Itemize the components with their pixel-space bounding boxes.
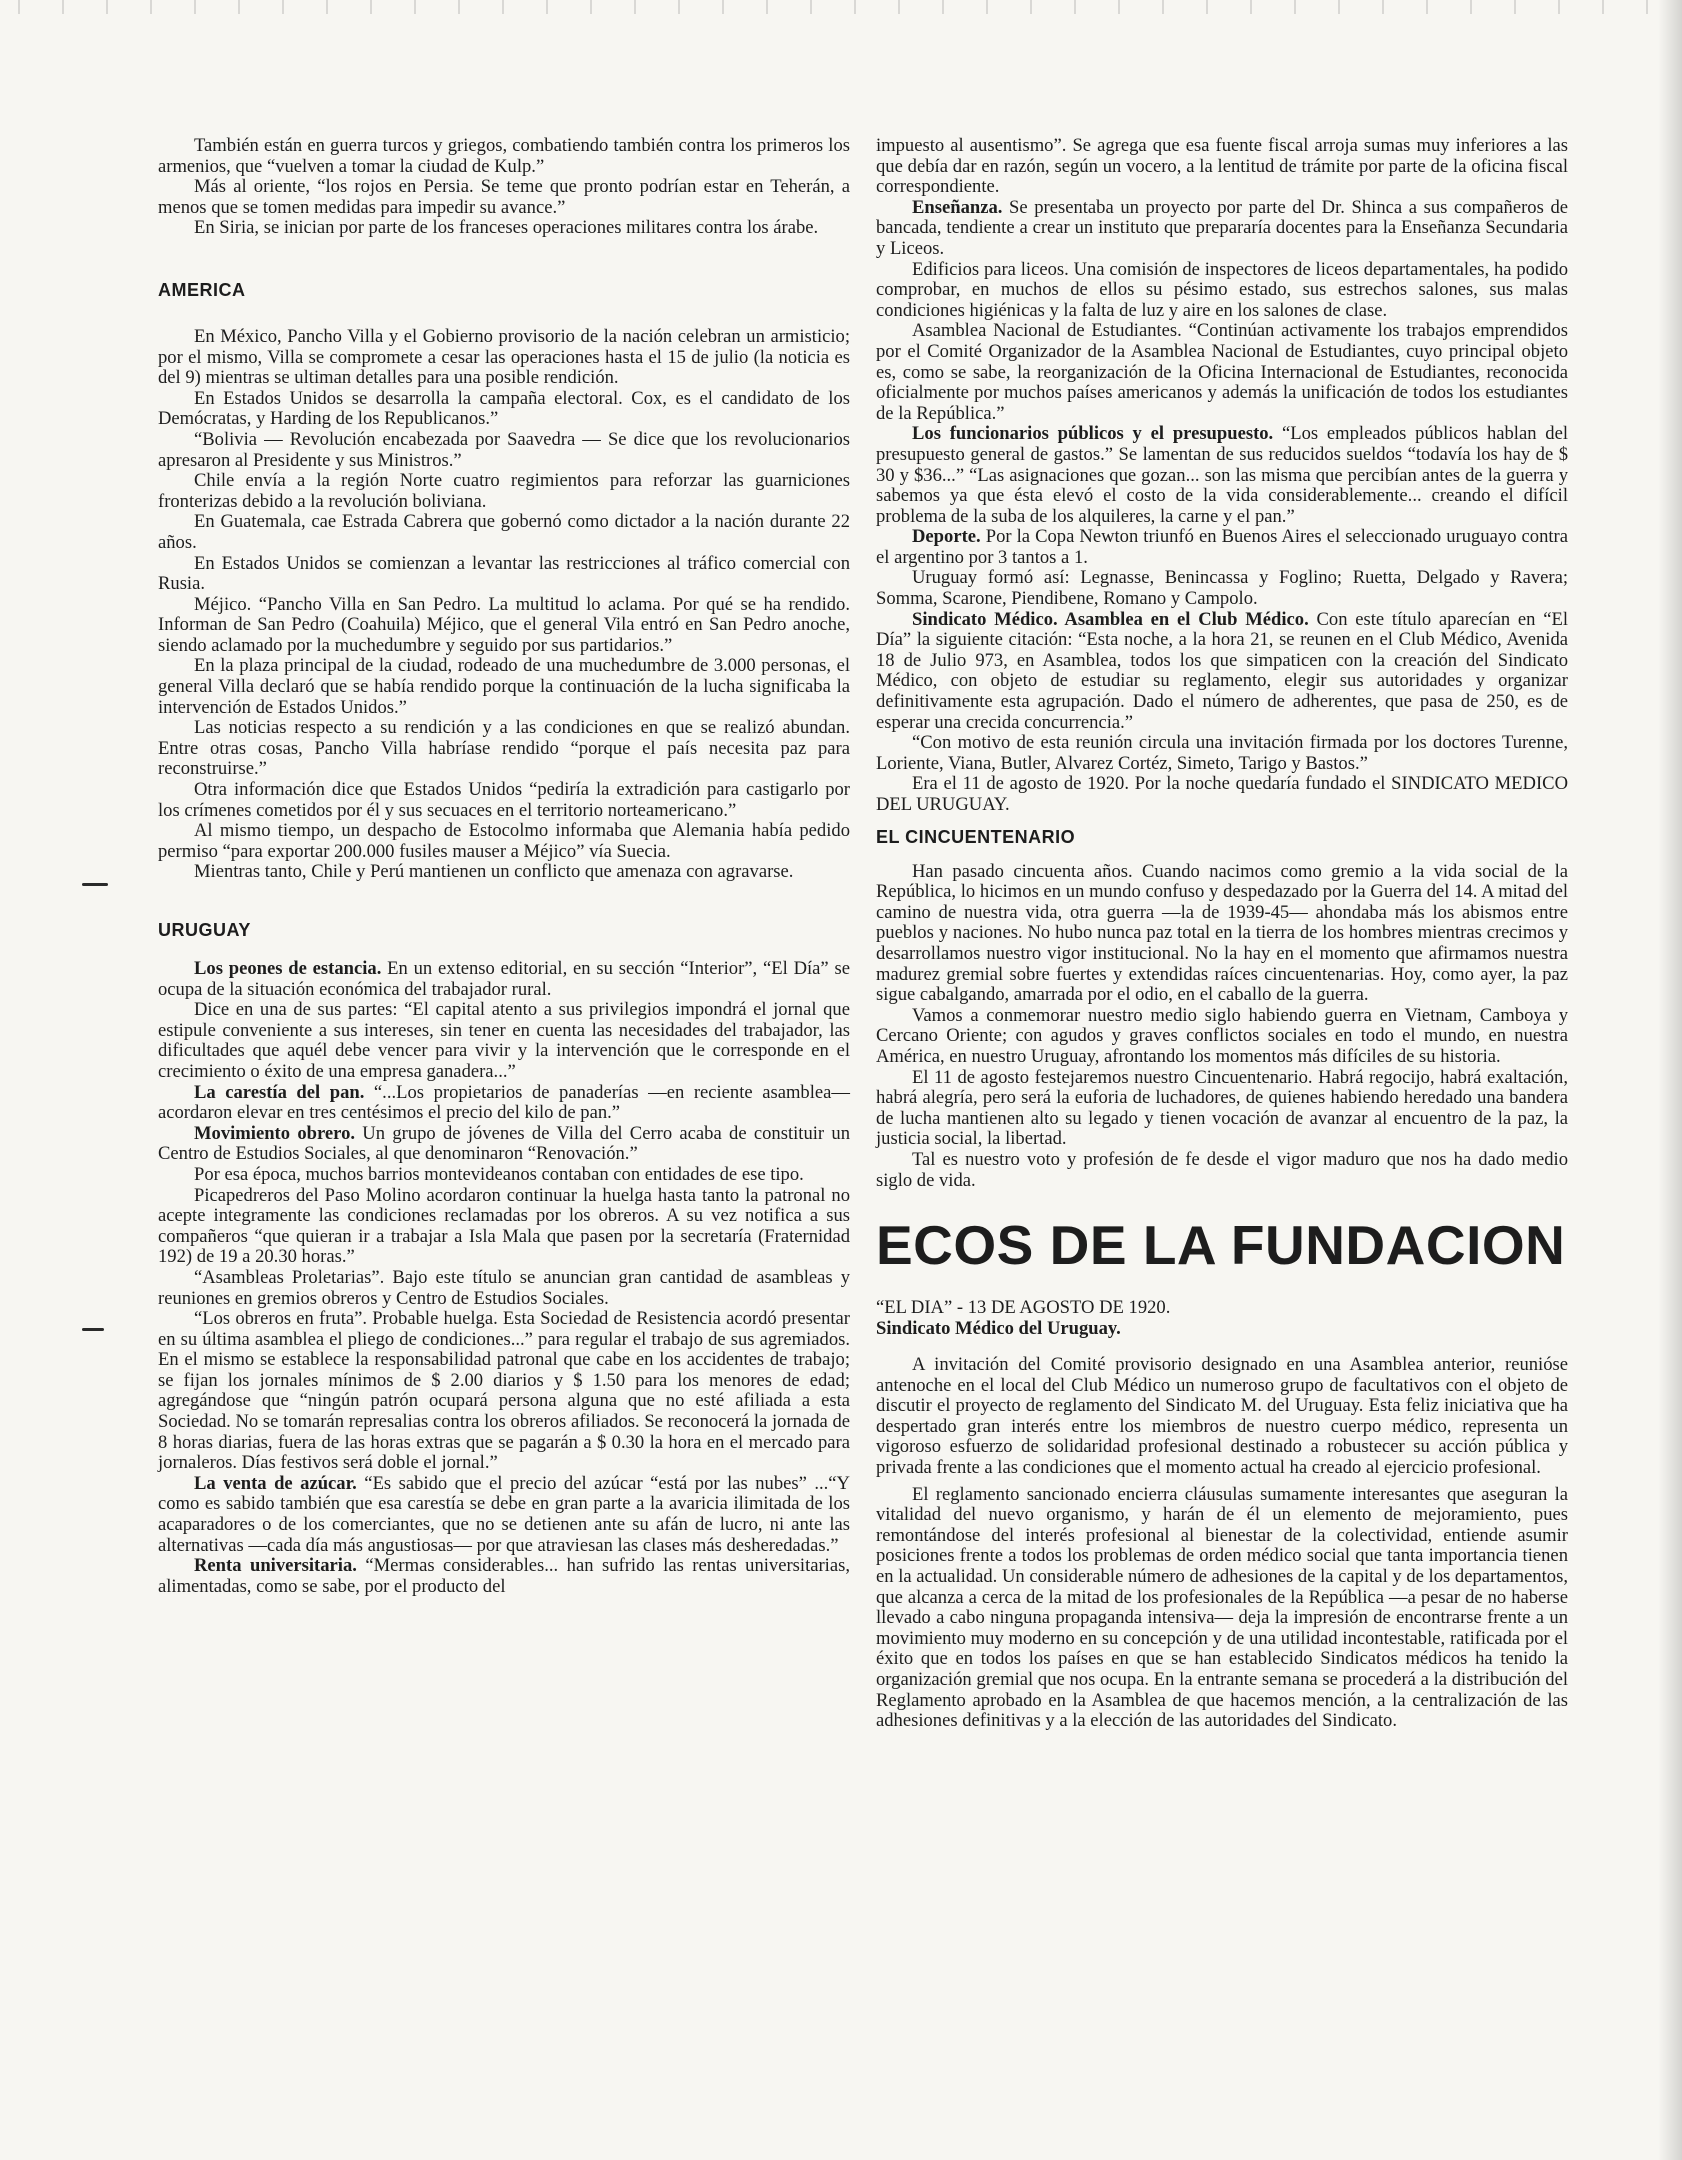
section-heading-uruguay: URUGUAY xyxy=(158,920,251,940)
ecos-paragraph: El reglamento sancionado encierra cláusulas sumamente interesantes que aseguran la vitalidad del nuevo organismo, y harán de él un elemento de mejoramiento, pues remontándose del interés profesional al bienestar de la colectividad, entiende asumir posiciones frente a todos los problemas de orden médico social que tanta importancia tienen en la actualidad. Un considerable número de adhesiones de la capital y de los departamentos, que alcanza a cerca de la mitad de los profesionales de la República —a pesar de no haberse llevado a cabo ninguna propaganda intensiva— deja la impresión de encontrarse frente a un movimiento muy moderno en su concepción y de una utilidad incontestable, ratificada por el éxito que en todos los países en que se han establecido Sindicatos médicos ha tenido la organización gremial que nos ocupa. En la entrante semana se procederá a la distribución del Reglamento aprobado en la Asamblea de que hacemos mención, a la centralización de las adhesiones definitivas y a la elección de las autoridades del Sindicato. xyxy=(876,1483,1568,1732)
america-paragraph: Las noticias respecto a su rendición y a las condiciones en que se realizó abundan. Entre otras cosas, Pancho Villa habríase rendido “porque el país necesita paz para reconstruirse.” xyxy=(158,717,850,780)
paragraph-lead: La carestía del pan. xyxy=(194,1081,365,1103)
ecos-paragraph: A invitación del Comité provisorio designado en una Asamblea anterior, reunióse antenoche en el local del Club Médico un numeroso grupo de facultativos con el objeto de discutir el proyecto de reglamento del Sindicato M. del Uruguay. Esta feliz iniciativa que ha despertado gran interés entre los miembros de nuestro cuerpo médico, representa un vigoroso esfuerzo de solidaridad profesional destinado a robustecer su acción pública y privada frente a las condiciones que el momento actual ha creado al ejercicio profesional. xyxy=(876,1354,1568,1479)
paragraph-text: Se presentaba un proyecto por parte del Dr. Shinca a sus compañeros de bancada, tendiente a crear un instituto que prepararía docentes para la Enseñanza Secundaria y Liceos. xyxy=(876,196,1568,259)
ecos-paragraphs xyxy=(876,1355,1568,1732)
uruguay-paragraph xyxy=(158,1083,850,1124)
america-paragraph: En la plaza principal de la ciudad, rodeado de una muchedumbre de 3.000 personas, el general Villa declaró que se había rendido porque la continuación de la lucha significaba la intervención de Estados Unidos.” xyxy=(158,655,850,718)
paragraph-text: Uruguay formó así: Legnasse, Benincassa y Foglino; Ruetta, Delgado y Ravera; Somma, Scarone, Piendibene, Romano y Campolo. xyxy=(876,567,1568,610)
left-column xyxy=(158,136,850,1597)
america-paragraph: Mientras tanto, Chile y Perú mantienen un conflicto que amenaza con agravarse. xyxy=(194,861,794,883)
paragraph-text: Dice en una de sus partes: “El capital atento a sus privilegios impondrá el jornal que estipule conveniente a sus intereses, sin tener en cuenta las necesidades del trabajador, las dificultades que aquél debe vencer para vivir y la intervención que le corresponde en el crecimiento o éxito de una empresa ganadera...” xyxy=(158,999,850,1082)
paragraph-text: Un grupo de jóvenes de Villa del Cerro acaba de constituir un Centro de Estudios Sociales, al que denominaron “Renovación.” xyxy=(158,1122,850,1165)
paragraph-text: “Con motivo de esta reunión circula una invitación firmada por los doctores Turenne, Loriente, Viana, Butler, Alvarez Cortéz, Simeto, Tarigo y Bastos.” xyxy=(876,732,1568,774)
paragraph-text: “Los obreros en fruta”. Probable huelga. Esta Sociedad de Resistencia acordó presentar en su última asamblea el pliego de condiciones...” para regular el trabajo de sus agremiados. En el mismo se establece la responsabilidad patronal que cabe en los accidentes de trabajo; se fijan los jornales mínimos de $ 2.00 diarios y $ 1.50 para los menores de edad; agregándose que “ningún patrón ocupará persona alguna que no esté afiliada a esta Sociedad. No se tomarán represalias contra los obreros afiliados. Se reconocerá la jornada de 8 horas diarias, fuera de las horas extras que se pagarán a $ 0.30 la hora en el mercado para jornaleros. Días festivos será doble el jornal.” xyxy=(158,1308,850,1474)
america-paragraph: En Guatemala, cae Estrada Cabrera que gobernó como dictador a la nación durante 22 años. xyxy=(158,511,850,553)
right-paragraph xyxy=(876,260,1568,322)
intro-paragraph: En Siria, se inician por parte de los franceses operaciones militares contra los árabe. xyxy=(194,217,819,239)
america-paragraph: En Estados Unidos se comienzan a levantar las restricciones al tráfico comercial con Rusia. xyxy=(158,552,850,595)
paragraph-text: “...Los propietarios de panaderías —en reciente asamblea— acordaron elevar en tres centésimos el precio del kilo de pan.” xyxy=(158,1081,850,1124)
paragraph-text: Con este título aparecían en “El Día” la siguiente citación: “Esta noche, a la hora 21, se reunen en el Club Médico, Avenida 18 de Julio 973, en Asamblea, todos los que simpaticen con la creación del Sindicato Médico, con objeto de estudiar su reglamento, elegir sus autoridades y organizar definitivamente esta agrupación. Dado el número de adherentes, que pasa de 250, es de esperar una crecida concurrencia.” xyxy=(876,608,1568,733)
uruguay-paragraph xyxy=(158,1474,850,1556)
right-paragraph xyxy=(876,198,1568,260)
paragraph-lead: Los peones de estancia. xyxy=(194,958,382,979)
america-paragraph: Chile envía a la región Norte cuatro regimientos para reforzar las guarniciones fronterizas debido a la revolución boliviana. xyxy=(158,470,850,512)
paragraph-text: Edificios para liceos. Una comisión de inspectores de liceos departamentales, ha podido comprobar, en muchos de ellos su pésimo estado, sus estrechos salones, sus malas condiciones higiénicas y la falta de luz y aire en los salones de clase. xyxy=(876,258,1568,321)
america-paragraph: En Estados Unidos se desarrolla la campaña electoral. Cox, es el candidato de los Demócratas, y Harding de los Republicanos.” xyxy=(158,387,850,430)
paragraph-text: Por esa época, muchos barrios montevideanos contaban con entidades de ese tipo. xyxy=(194,1163,804,1185)
right-column xyxy=(876,136,1568,1738)
uruguay-paragraph xyxy=(158,1556,850,1597)
paragraph-lead: Sindicato Médico. Asamblea en el Club Médico. xyxy=(912,608,1309,630)
paragraph-text: impuesto al ausentismo”. Se agrega que esa fuente fiscal arroja sumas muy inferiores a las que debía dar en razón, según un vocero, a la lentitud de trámite por parte de la oficina fiscal correspondiente. xyxy=(876,135,1568,198)
intro-paragraphs xyxy=(158,136,850,239)
uruguay-items xyxy=(158,959,850,1597)
america-paragraph: Méjico. “Pancho Villa en San Pedro. La multitud lo aclama. Por qué se ha rendido. Informan de San Pedro (Coahuila) Méjico, que el general Vila entró en San Pedro anoche, siendo aclamado por la muchedumbre y seguido por sus partidarios.” xyxy=(158,593,850,656)
intro-paragraph: Más al oriente, “los rojos en Persia. Se teme que pronto podrían estar en Teherán, a menos que se tomen medidas para impedir su avance.” xyxy=(158,176,850,218)
uruguay-paragraph xyxy=(158,1309,850,1474)
right-paragraph xyxy=(876,774,1568,815)
cincuentenario-paragraphs xyxy=(876,862,1568,1192)
right-paragraph xyxy=(876,568,1568,609)
uruguay-paragraph xyxy=(158,1268,850,1309)
cincuentenario-paragraph: Tal es nuestro voto y profesión de fe desde el vigor maduro que nos ha dado medio siglo de vida. xyxy=(876,1148,1568,1191)
uruguay-paragraph xyxy=(158,1124,850,1165)
margin-mark xyxy=(82,883,108,886)
paragraph-lead: Renta universitaria. xyxy=(194,1555,357,1577)
uruguay-paragraph xyxy=(158,1165,850,1186)
america-paragraphs xyxy=(158,327,850,883)
right-paragraph xyxy=(876,733,1568,774)
scan-edge-shadow xyxy=(1658,0,1682,2160)
ecos-subhead: Sindicato Médico del Uruguay. xyxy=(876,1318,1121,1340)
intro-paragraph: También están en guerra turcos y griegos, combatiendo también contra los primeros los armenios, que “vuelven a tomar la ciudad de Kulp.” xyxy=(158,135,850,177)
right-column-items xyxy=(876,136,1568,816)
uruguay-paragraph xyxy=(158,1000,850,1082)
paragraph-text: “Mermas considerables... han sufrido las rentas universitarias, alimentadas, como se sabe, por el producto del xyxy=(158,1555,850,1597)
paragraph-text: “Asambleas Proletarias”. Bajo este título se anuncian gran cantidad de asambleas y reuniones en gremios obreros y Centro de Estudios Sociales. xyxy=(158,1266,850,1309)
paragraph-lead: La venta de azúcar. xyxy=(194,1472,357,1494)
paragraph-lead: Movimiento obrero. xyxy=(194,1122,356,1144)
right-paragraph xyxy=(876,136,1568,198)
section-heading-cincuentenario: EL CINCUENTENARIO xyxy=(876,826,1076,847)
america-paragraph: Otra información dice que Estados Unidos “pediría la extradición para castigarlo por los crímenes cometidos por él y sus secuaces en el territorio norteamericano.” xyxy=(158,779,850,821)
cincuentenario-paragraph: Han pasado cincuenta años. Cuando nacimos como gremio a la vida social de la República, lo hicimos en un mundo confuso y despedazado por la Guerra del 14. A mitad del camino de nuestra vida, otra guerra —la de 1939-45— ahondaba más los abismos entre pueblos y naciones. No hubo nunca paz total en la tierra de los hombres mientras crecimos y desarrollamos nuestro vigor institucional. No la hay en el momento que afirmamos nuestra madurez gremial sobre fuertes y extendidas raíces cincuentenarias. Hoy, como ayer, la paz sigue cabalgando, amarrada por el odio, en el caballo de la guerra. xyxy=(876,860,1568,1006)
paragraph-lead: Enseñanza. xyxy=(912,196,1003,218)
section-heading-america: AMERICA xyxy=(158,279,246,300)
cincuentenario-paragraph: El 11 de agosto festejaremos nuestro Cincuentenario. Habrá regocijo, habrá exaltación, habrá alegría, pero será la euforia de luchadores, de quienes habiendo heredado una bandera de lucha mantienen alto su legado y tienen vocación de avanzar al encuentro de la paz, la justicia social, la libertad. xyxy=(876,1066,1568,1150)
paragraph-text: “Es sabido que el precio del azúcar “está por las nubes” ...“Y como es sabido también que esa carestía se debe en gran parte a la avaricia ilimitada de los acaparadores o de los comerciantes, que no se detienen ante su afán de lucro, ni ante las alternativas —cada día más angustiosas— por que atraviesan las clases más desheredadas.” xyxy=(158,1472,850,1556)
paragraph-text: Asamblea Nacional de Estudiantes. “Continúan activamente los trabajos emprendidos por el Comité Organizador de la Asamblea Nacional de Estudiantes, cuyo principal objeto es, como se sabe, la reorganización de la Oficina Internacional de Estudiantes, reconocida oficialmente por muchos países americanos y además la unificación de todos los estudiantes de la República.” xyxy=(876,320,1568,424)
paragraph-text: Por la Copa Newton triunfó en Buenos Aires el seleccionado uruguayo contra el argentino por 3 tantos a 1. xyxy=(876,526,1568,568)
ecos-title: ECOS DE LA FUNDACION xyxy=(876,1214,1566,1277)
paragraph-text: “Los empleados públicos hablan del presupuesto general de gastos.” Se lamentan de sus reducidos sueldos “todavía los hay de $ 30 y $36...” “Las asignaciones que gozan... son las misma que percibían antes de la guerra y sabemos ya que ésta elevó el costo de la vida considerablemente... creando el difícil problema de la suba de los alquileres, la carne y el pan.” xyxy=(876,423,1569,527)
uruguay-paragraph xyxy=(158,1186,850,1268)
paragraph-text: En un extenso editorial, en su sección “Interior”, “El Día” se ocupa de la situación económica del trabajador rural. xyxy=(158,958,850,1000)
paragraph-text: Picapedreros del Paso Molino acordaron continuar la huelga hasta tanto la patronal no acepte integramente las condiciones reclamadas por los obreros. A su vez notifica a sus compañeros “que quieran ir a trabajar a Isla Mala que pasen por la secretaría (Fraternidad 192) de 19 a 20.30 horas.” xyxy=(158,1184,850,1268)
ecos-dateline: “EL DIA” - 13 DE AGOSTO DE 1920. xyxy=(876,1297,1171,1319)
scan-noise xyxy=(0,0,1682,14)
america-paragraph: En México, Pancho Villa y el Gobierno provisorio de la nación celebran un armisticio; por el mismo, Villa se compromete a cesar las operaciones hasta el 15 de julio (la noticia es del 9) mientras se ultiman detalles para una posible rendición. xyxy=(158,325,850,389)
right-paragraph xyxy=(876,610,1568,734)
america-paragraph: “Bolivia — Revolución encabezada por Saavedra — Se dice que los revolucionarios apresaron al Presidente y sus Ministros.” xyxy=(158,428,850,471)
cincuentenario-paragraph: Vamos a conmemorar nuestro medio siglo habiendo guerra en Vietnam, Camboya y Cercano Oriente; con agudos y graves conflictos sociales en todo el mundo, en nuestra América, en nuestro Uruguay, afrontando los momentos más difíciles de su historia. xyxy=(876,1004,1568,1067)
america-paragraph: Al mismo tiempo, un despacho de Estocolmo informaba que Alemania había pedido permiso “para exportar 200.000 fusiles mauser a Méjico” vía Suecia. xyxy=(158,820,850,862)
right-paragraph xyxy=(876,424,1568,527)
paragraph-lead: Deporte. xyxy=(912,526,981,548)
paragraph-text: Era el 11 de agosto de 1920. Por la noche quedaría fundado el SINDICATO MEDICO DEL URUGUAY. xyxy=(876,773,1568,815)
right-paragraph xyxy=(876,321,1568,424)
paragraph-lead: Los funcionarios públicos y el presupuesto. xyxy=(912,423,1274,445)
right-paragraph xyxy=(876,527,1568,568)
margin-mark xyxy=(82,1328,104,1331)
uruguay-paragraph xyxy=(158,959,850,1000)
